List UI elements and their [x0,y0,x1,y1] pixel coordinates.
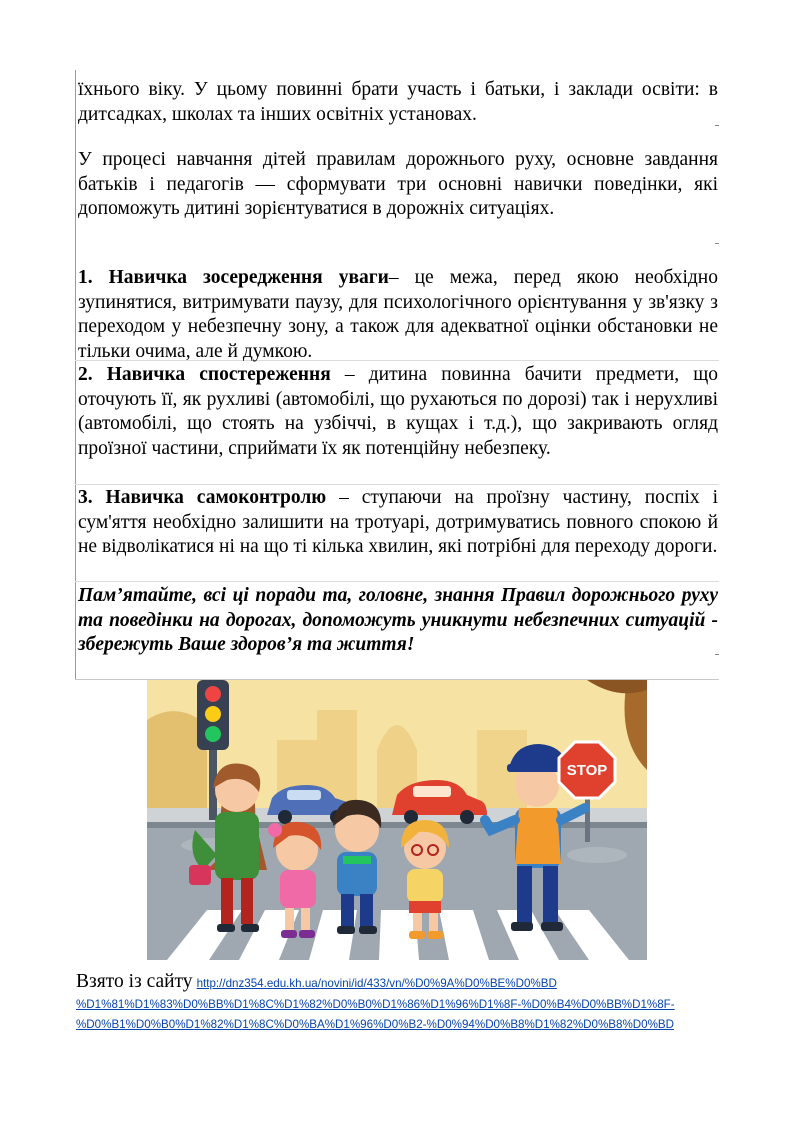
skill-attention [78,266,718,364]
road-crossing-illustration [147,680,647,960]
skill-attention-title: 1. Навичка зосередження уваги [78,267,389,288]
skill-self-control-text: – ступаючи на проїзну частину, поспіх і сум'яття необхідно залишити на тротуарі, дотримуватись повного спокою й не відволікатися ні на що ті кілька хвилин, які потрібні для переходу дороги. [78,487,718,557]
skill-observation-title: 2. Навичка спостереження [78,364,331,385]
margin-tick [715,243,719,244]
road-stone [567,847,627,863]
source-block [76,971,726,1035]
safety-vest [515,808,561,864]
intro-paragraph: їхнього віку. У цьому повинні брати участь і батьки, і заклади освіти: в дитсадках, школах та інших освітніх установах. [78,79,718,125]
scarf [343,856,371,864]
task-paragraph: У процесі навчання дітей правилам дорожнього руху, основне завдання батьків і педагогів — сформувати три основні навички поведінки, які допоможуть дитині зорієнтуватися в дорожніх ситуаціях. [78,149,718,219]
source-link-continuation[interactable] [76,1015,726,1035]
stop-sign [559,742,615,798]
stop-sign-text: STOP [566,762,608,779]
source-label: Взято із сайту [76,971,193,992]
handbag [189,865,211,885]
skill-self-control [78,486,718,560]
source-link[interactable] [197,977,557,990]
source-link-line[interactable]: http://dnz354.edu.kh.ua/novini/id/433/vn/%D0%9A%D0%BE%D0%BD [196,977,557,990]
source-link-line[interactable]: %D1%81%D1%83%D0%BB%D1%8C%D1%82%D0%B0%D1%86%D1%96%D1%8F-%D0%B4%D0%BB%D1%8F- [76,998,675,1011]
skill-attention-text: – це межа, перед якою необхідно зупинятися, витримувати паузу, для психологічного орієнтування у зв'язку з переходом у небезпечну зону, а також для адекватної оцінки обстановки не тільки очима, але й думкою. [78,267,718,362]
closing-reminder: Пам’ятайте, всі ці поради та, головне, знання Правил дорожнього руху та поведінки на дорогах, допоможуть уникнути небезпечних ситуацій - збережуть Ваше здоров’я та життя! [78,585,718,655]
source-link-continuation[interactable] [76,995,726,1015]
skill-observation-text: – дитина повинна бачити предмети, що оточують її, як рухливі (автомобілі, що рухаються по дорозі) так і нерухливі (автомобілі, що стоять на узбіччі, в кущах і т.д.), що закривають огляд проїзної частини, сприймати їх як потенційну небезпеку. [78,364,718,459]
separator-line [75,581,719,582]
source-link-line[interactable]: %D0%B1%D0%B0%D1%82%D1%8C%D0%BA%D1%96%D0%B2-%D0%94%D0%B8%D1%82%D0%B8%D0%BD [76,1018,674,1031]
skill-observation [78,363,718,461]
skill-self-control-title: 3. Навичка самоконтролю [78,487,327,508]
separator-line [75,484,719,485]
